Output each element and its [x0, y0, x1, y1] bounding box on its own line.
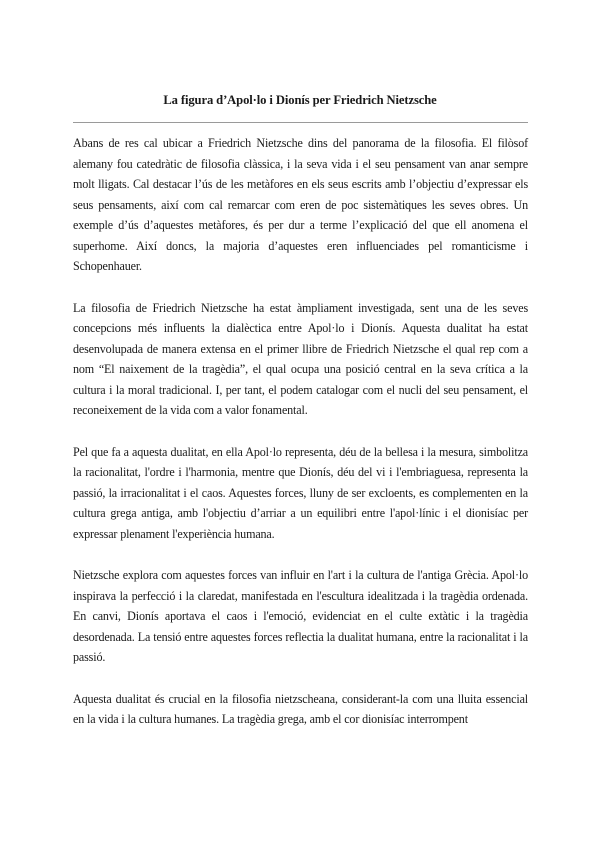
paragraph-3: Pel que fa a aquesta dualitat, en ella Apol·lo representa, déu de la bellesa i la mesura, simbolitza la racionalitat, l'ordre i l'harmonia, mentre que Dionís, déu del vi i l'embriaguesa, representa la passió, la irracionalitat i el caos. Aquestes forces, lluny de ser excloents, es complementen en la cultura grega antiga, amb l'objectiu d’arriar a un equilibri entre l'apol·línic i el dionisíac per expressar plenament l'experiència humana. — [73, 444, 528, 541]
paragraph-4: Nietzsche explora com aquestes forces van influir en l'art i la cultura de l'antiga Grècia. Apol·lo inspirava la perfecció i la claredat, manifestada en l'escultura idealitzada i la tragèdia ordenada. En canvi, Dionís aportava el caos i l'emoció, evidenciat en el culte extàtic i la tragèdia desordenada. La tensió entre aquestes forces reflectia la dualitat humana, entre la racionalitat i la passió. — [73, 568, 528, 664]
paragraph-5: Aquesta dualitat és crucial en la filosofia nietzscheana, considerant-la com una lluita essencial en la vida i la cultura humanes. La tragèdia grega, amb el cor dionisíac interrompent — [73, 691, 528, 726]
document-title: La figura d’Apol·lo i Dionís per Friedrich Nietzsche — [163, 93, 437, 107]
paragraph-2: La filosofia de Friedrich Nietzsche ha estat àmpliament investigada, sent una de les seves concepcions més influents la dialèctica entre Apol·lo i Dionís. Aquesta dualitat ha estat desenvolupada de manera extensa en el primer llibre de Friedrich Nietzsche el qual rep com a nom “El naixement de la tragèdia”, el qual ocupa una posició central en la seva crítica a la cultura i la moral tradicional. I, per tant, el podem catalogar com el nucli del seu pensament, el reconeixement de la vida com a valor fonamental. — [73, 300, 528, 417]
title-divider — [73, 122, 528, 123]
paragraph-1: Abans de res cal ubicar a Friedrich Nietzsche dins del panorama de la filosofia. El filòsof alemany fou catedràtic de filosofia clàssica, i la seva vida i el seu pensament van anar sempre molt lligats. Cal destacar l’ús de les metàfores en els seus escrits amb l’objectiu d’expressar els seus pensaments, així com cal remarcar com eren de poc sistemàtiques les seves obres. Un exemple d’ús d’aquestes metàfores, és per dur a terme l’explicació del que ell anomena el superhome. Així doncs, la majoria d’aquestes eren influenciades pel romanticisme i Schopenhauer. — [73, 136, 528, 273]
document-body — [73, 133, 528, 751]
